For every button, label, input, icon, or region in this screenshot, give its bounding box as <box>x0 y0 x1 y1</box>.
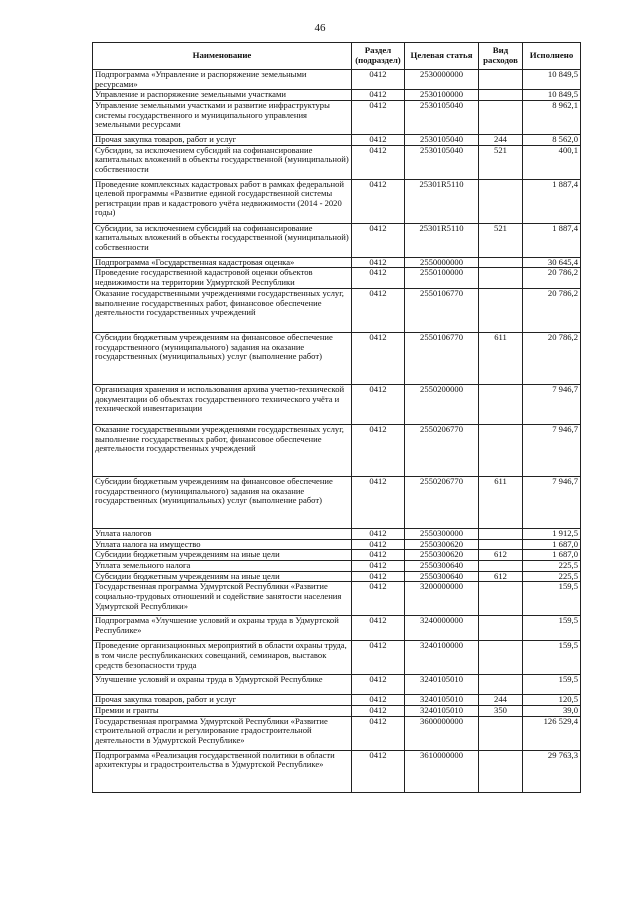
table-row <box>93 695 581 706</box>
row-target: 2550000000 <box>405 257 479 268</box>
row-executed: 7 946,7 <box>523 477 581 529</box>
table-row <box>93 223 581 257</box>
row-target: 3240105010 <box>405 695 479 706</box>
row-name: Проведение комплексных кадастровых работ в рамках федеральной целевой программы «Развитие единой государственной системы регистрации прав и кадастрового учёта недвижимости (2014 - 2020 годы) <box>93 179 352 223</box>
row-executed: 159,5 <box>523 675 581 695</box>
table-row <box>93 705 581 716</box>
row-target: 3240105010 <box>405 675 479 695</box>
row-executed: 20 786,2 <box>523 289 581 333</box>
header-section: Раздел (подраздел) <box>352 43 405 70</box>
row-executed: 7 946,7 <box>523 385 581 425</box>
row-section: 0412 <box>352 223 405 257</box>
row-name: Субсидии, за исключением субсидий на софинансирование капитальных вложений в объекты государственной (муниципальной) собственности <box>93 145 352 179</box>
row-name: Управление земельными участками и развитие инфраструктуры системы государственного и муниципального управления земельными ресурсами <box>93 100 352 134</box>
row-expense-type <box>479 750 523 792</box>
table-row <box>93 675 581 695</box>
row-executed: 30 645,4 <box>523 257 581 268</box>
row-target: 3600000000 <box>405 716 479 750</box>
table-row <box>93 289 581 333</box>
row-executed: 1 687,0 <box>523 550 581 561</box>
row-expense-type <box>479 716 523 750</box>
table-row <box>93 134 581 145</box>
row-expense-type <box>479 539 523 550</box>
row-target: 3240105010 <box>405 705 479 716</box>
row-name: Государственная программа Удмуртской Республики «Развитие социально-трудовых отношений и содействие занятости населения Удмуртской Республики» <box>93 582 352 616</box>
row-name: Подпрограмма «Реализация государственной политики в области архитектуры и градостроительства в Удмуртской Республике» <box>93 750 352 792</box>
row-target: 25301R5110 <box>405 179 479 223</box>
row-expense-type <box>479 641 523 675</box>
row-target: 2550300640 <box>405 571 479 582</box>
table-header-row <box>93 43 581 70</box>
row-name: Субсидии бюджетным учреждениям на иные цели <box>93 571 352 582</box>
row-target: 2530100000 <box>405 90 479 101</box>
header-target: Целевая статья <box>405 43 479 70</box>
row-executed: 225,5 <box>523 571 581 582</box>
table-row <box>93 268 581 289</box>
row-name: Уплата налога на имущество <box>93 539 352 550</box>
row-target: 25301R5110 <box>405 223 479 257</box>
row-expense-type: 612 <box>479 571 523 582</box>
row-expense-type <box>479 385 523 425</box>
table-row <box>93 550 581 561</box>
row-section: 0412 <box>352 385 405 425</box>
row-name: Управление и распоряжение земельными участками <box>93 90 352 101</box>
table-row <box>93 539 581 550</box>
row-target: 2550300620 <box>405 550 479 561</box>
row-target: 3200000000 <box>405 582 479 616</box>
row-target: 3610000000 <box>405 750 479 792</box>
row-name: Прочая закупка товаров, работ и услуг <box>93 695 352 706</box>
row-name: Субсидии, за исключением субсидий на софинансирование капитальных вложений в объекты государственной (муниципальной) собственности <box>93 223 352 257</box>
header-executed: Исполнено <box>523 43 581 70</box>
row-section: 0412 <box>352 571 405 582</box>
row-expense-type <box>479 529 523 540</box>
table-row <box>93 385 581 425</box>
row-section: 0412 <box>352 641 405 675</box>
table-row <box>93 257 581 268</box>
table-row <box>93 582 581 616</box>
table-row <box>93 750 581 792</box>
row-target: 2530105040 <box>405 134 479 145</box>
row-executed: 29 763,3 <box>523 750 581 792</box>
row-section: 0412 <box>352 539 405 550</box>
row-section: 0412 <box>352 550 405 561</box>
row-name: Уплата земельного налога <box>93 561 352 572</box>
row-section: 0412 <box>352 750 405 792</box>
row-name: Уплата налогов <box>93 529 352 540</box>
row-name: Проведение государственной кадастровой оценки объектов недвижимости на территории Удмуртской Республики <box>93 268 352 289</box>
row-executed: 10 849,5 <box>523 90 581 101</box>
row-section: 0412 <box>352 145 405 179</box>
table-row <box>93 90 581 101</box>
row-name: Премии и гранты <box>93 705 352 716</box>
row-name: Оказание государственными учреждениями государственных услуг, выполнение государственных работ, финансовое обеспечение деятельности государственных учреждений <box>93 425 352 477</box>
row-section: 0412 <box>352 90 405 101</box>
row-target: 2550300620 <box>405 539 479 550</box>
row-name: Подпрограмма «Государственная кадастровая оценка» <box>93 257 352 268</box>
row-section: 0412 <box>352 675 405 695</box>
row-target: 2550300640 <box>405 561 479 572</box>
row-name: Оказание государственными учреждениями государственных услуг, выполнение государственных работ, финансовое обеспечение деятельности государственных учреждений <box>93 289 352 333</box>
row-section: 0412 <box>352 705 405 716</box>
row-section: 0412 <box>352 695 405 706</box>
row-section: 0412 <box>352 70 405 90</box>
row-target: 2550206770 <box>405 477 479 529</box>
row-section: 0412 <box>352 289 405 333</box>
table-row <box>93 425 581 477</box>
row-section: 0412 <box>352 333 405 385</box>
table-row <box>93 100 581 134</box>
row-expense-type <box>479 616 523 641</box>
row-section: 0412 <box>352 134 405 145</box>
table-row <box>93 616 581 641</box>
table-row <box>93 179 581 223</box>
table-row <box>93 333 581 385</box>
row-target: 2550206770 <box>405 425 479 477</box>
row-name: Улучшение условий и охраны труда в Удмуртской Республике <box>93 675 352 695</box>
row-section: 0412 <box>352 477 405 529</box>
row-expense-type <box>479 561 523 572</box>
row-target: 2530105040 <box>405 145 479 179</box>
table-row <box>93 641 581 675</box>
row-target: 3240000000 <box>405 616 479 641</box>
row-executed: 159,5 <box>523 641 581 675</box>
row-section: 0412 <box>352 257 405 268</box>
row-executed: 400,1 <box>523 145 581 179</box>
row-executed: 20 786,2 <box>523 268 581 289</box>
row-executed: 126 529,4 <box>523 716 581 750</box>
row-expense-type <box>479 425 523 477</box>
row-target: 3240100000 <box>405 641 479 675</box>
row-expense-type: 244 <box>479 695 523 706</box>
row-executed: 10 849,5 <box>523 70 581 90</box>
table-row <box>93 529 581 540</box>
row-section: 0412 <box>352 100 405 134</box>
table-row <box>93 561 581 572</box>
row-target: 2550300000 <box>405 529 479 540</box>
row-expense-type <box>479 70 523 90</box>
row-expense-type <box>479 582 523 616</box>
row-executed: 7 946,7 <box>523 425 581 477</box>
row-section: 0412 <box>352 529 405 540</box>
row-expense-type <box>479 179 523 223</box>
row-name: Субсидии бюджетным учреждениям на иные цели <box>93 550 352 561</box>
row-expense-type <box>479 100 523 134</box>
row-executed: 20 786,2 <box>523 333 581 385</box>
row-section: 0412 <box>352 561 405 572</box>
row-executed: 159,5 <box>523 616 581 641</box>
row-expense-type: 350 <box>479 705 523 716</box>
row-executed: 39,0 <box>523 705 581 716</box>
row-target: 2530000000 <box>405 70 479 90</box>
row-expense-type <box>479 289 523 333</box>
row-name: Проведение организационных мероприятий в области охраны труда, в том числе республиканских совещаний, семинаров, выставок средств безопасности труда <box>93 641 352 675</box>
page-number: 46 <box>314 22 326 34</box>
table-row <box>93 477 581 529</box>
table-row <box>93 145 581 179</box>
row-expense-type <box>479 675 523 695</box>
row-expense-type: 612 <box>479 550 523 561</box>
row-target: 2550106770 <box>405 333 479 385</box>
row-executed: 159,5 <box>523 582 581 616</box>
table-row <box>93 571 581 582</box>
row-name: Организация хранения и использования архива учетно-технической документации об объектах государственного технического учёта и технической инвентаризации <box>93 385 352 425</box>
row-executed: 1 887,4 <box>523 223 581 257</box>
row-expense-type <box>479 257 523 268</box>
row-name: Подпрограмма «Улучшение условий и охраны труда в Удмуртской Республике» <box>93 616 352 641</box>
row-executed: 8 962,1 <box>523 100 581 134</box>
header-name: Наименование <box>93 43 352 70</box>
header-expense-type: Вид расходов <box>479 43 523 70</box>
row-name: Субсидии бюджетным учреждениям на финансовое обеспечение государственного (муниципального) задания на оказание государственных (муниципальных) услуг (выполнение работ) <box>93 477 352 529</box>
row-expense-type: 521 <box>479 145 523 179</box>
row-expense-type: 244 <box>479 134 523 145</box>
row-expense-type: 611 <box>479 333 523 385</box>
row-target: 2550200000 <box>405 385 479 425</box>
row-target: 2550106770 <box>405 289 479 333</box>
row-target: 2530105040 <box>405 100 479 134</box>
row-executed: 1 687,0 <box>523 539 581 550</box>
row-name: Подпрограмма «Управление и распоряжение земельными ресурсами» <box>93 70 352 90</box>
row-section: 0412 <box>352 179 405 223</box>
row-section: 0412 <box>352 268 405 289</box>
row-expense-type <box>479 268 523 289</box>
row-expense-type: 611 <box>479 477 523 529</box>
row-executed: 120,5 <box>523 695 581 706</box>
budget-execution-table <box>92 42 581 793</box>
row-section: 0412 <box>352 425 405 477</box>
row-section: 0412 <box>352 616 405 641</box>
row-section: 0412 <box>352 582 405 616</box>
row-target: 2550100000 <box>405 268 479 289</box>
row-executed: 1 912,5 <box>523 529 581 540</box>
row-name: Субсидии бюджетным учреждениям на финансовое обеспечение государственного (муниципального) задания на оказание государственных (муниципальных) услуг (выполнение работ) <box>93 333 352 385</box>
row-expense-type: 521 <box>479 223 523 257</box>
row-name: Государственная программа Удмуртской Республики «Развитие строительной отрасли и регулирование градостроительной деятельности в Удмуртской Республике» <box>93 716 352 750</box>
table-row <box>93 70 581 90</box>
row-expense-type <box>479 90 523 101</box>
row-executed: 8 562,0 <box>523 134 581 145</box>
row-executed: 225,5 <box>523 561 581 572</box>
row-section: 0412 <box>352 716 405 750</box>
row-name: Прочая закупка товаров, работ и услуг <box>93 134 352 145</box>
table-row <box>93 716 581 750</box>
row-executed: 1 887,4 <box>523 179 581 223</box>
